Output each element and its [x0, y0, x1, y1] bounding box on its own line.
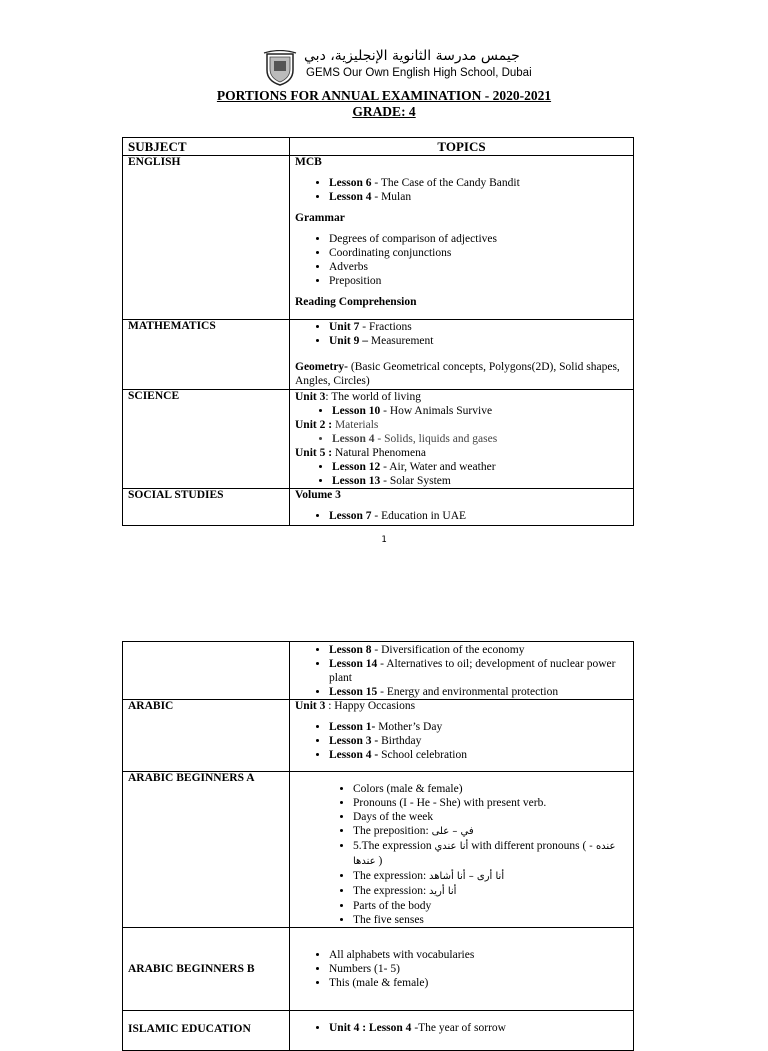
school-name-english: GEMS Our Own English High School, Dubai	[306, 67, 532, 79]
subject-science: SCIENCE	[123, 390, 290, 489]
portions-table-page-2	[122, 641, 634, 1051]
list	[295, 948, 628, 990]
geometry-line: Geometry- (Basic Geometrical concepts, Polygons(2D), Solid shapes, Angles, Circles)	[295, 361, 620, 387]
table-row	[123, 320, 634, 390]
unit-line: Unit 5 : Natural Phenomena	[295, 447, 426, 459]
list-item: • Adverbs	[329, 260, 628, 274]
list-item: • The expression: أنا أرى – أنا أشاهد	[353, 869, 628, 884]
table-row	[123, 1011, 634, 1051]
list-item: • Numbers (1- 5)	[329, 962, 628, 976]
list	[295, 460, 628, 488]
list-item: • Unit 7 - Fractions	[329, 320, 628, 334]
portions-table-page-1	[122, 137, 634, 526]
list-item: • Pronouns (I - He - She) with present verb.	[353, 796, 628, 810]
school-header	[0, 46, 768, 92]
list-item: • This (male & female)	[329, 976, 628, 990]
subject-arabic-beginners-b: ARABIC BEGINNERS B	[123, 928, 290, 1011]
table-row	[123, 642, 634, 700]
subject-social-studies: SOCIAL STUDIES	[123, 489, 290, 526]
list-item: • Lesson 8 - Diversification of the economy	[329, 643, 628, 657]
list-item: • Lesson 4 - Solids, liquids and gases	[332, 432, 628, 446]
list	[295, 232, 628, 288]
list-item: • Preposition	[329, 274, 628, 288]
subject-arabic-beginners-a: ARABIC BEGINNERS A	[123, 772, 290, 928]
table-row	[123, 390, 634, 489]
subject-header: SUBJECT	[123, 138, 290, 156]
subject-islamic-education: ISLAMIC EDUCATION	[123, 1011, 290, 1051]
list	[295, 404, 628, 418]
list-item: • Lesson 4 - Mulan	[329, 190, 628, 204]
list	[295, 320, 628, 348]
topics-arabic	[290, 700, 634, 772]
list-item: • Lesson 15 - Energy and environmental protection	[329, 685, 628, 699]
grade-title: GRADE: 4	[352, 104, 416, 119]
table-row	[123, 928, 634, 1011]
list-item: • Lesson 7 - Education in UAE	[329, 509, 628, 523]
list-item: • Lesson 4 - School celebration	[329, 748, 628, 762]
section-label: Reading Comprehension	[295, 296, 417, 308]
list-item: • Lesson 14 - Alternatives to oil; development of nuclear power plant	[329, 657, 628, 685]
list-item: • Coordinating conjunctions	[329, 246, 628, 260]
list	[295, 1021, 628, 1035]
list-item: • Degrees of comparison of adjectives	[329, 232, 628, 246]
unit-line: Unit 2 : Materials	[295, 419, 379, 431]
list-item: • Parts of the body	[353, 899, 628, 913]
list-item: • Lesson 1- Mother’s Day	[329, 720, 628, 734]
topics-header: TOPICS	[290, 138, 634, 156]
page-title	[0, 88, 768, 120]
unit-line: Unit 3: The world of living	[295, 391, 421, 403]
subject-english: ENGLISH	[123, 156, 290, 320]
list-item: • The five senses	[353, 913, 628, 927]
table-row	[123, 156, 634, 320]
list	[295, 643, 628, 699]
subject-mathematics: MATHEMATICS	[123, 320, 290, 390]
section-label: Grammar	[295, 212, 345, 224]
list-item: • Lesson 13 - Solar System	[332, 474, 628, 488]
list	[295, 176, 628, 204]
list-item: • 5.The expression أنا عندي with different pronouns ( عنده - عندها )	[353, 839, 628, 869]
topics-social-studies	[290, 489, 634, 526]
topics-arabic-beginners-b	[290, 928, 634, 1011]
table-row	[123, 772, 634, 928]
list-item: • All alphabets with vocabularies	[329, 948, 628, 962]
list-item: • Unit 9 – Measurement	[329, 334, 628, 348]
list	[295, 720, 628, 762]
subject-empty	[123, 642, 290, 700]
school-name-arabic: جيمس مدرسة الثانوية الإنجليزية، دبي	[304, 48, 520, 64]
topics-social-studies-cont	[290, 642, 634, 700]
list-item: • The expression: أنا أريد	[353, 884, 628, 899]
list-item: • Days of the week	[353, 810, 628, 824]
page-number: 1	[381, 535, 387, 545]
list	[295, 782, 628, 927]
section-label: MCB	[295, 156, 322, 168]
list-item: • Lesson 6 - The Case of the Candy Bandit	[329, 176, 628, 190]
unit-line: Unit 3 : Happy Occasions	[295, 700, 416, 712]
school-crest-icon	[263, 50, 297, 86]
topics-english	[290, 156, 634, 320]
subject-arabic: ARABIC	[123, 700, 290, 772]
list-item: • Lesson 10 - How Animals Survive	[332, 404, 628, 418]
list-item: • Colors (male & female)	[353, 782, 628, 796]
list-item: • The preposition: في – على	[353, 824, 628, 839]
list-item: • Lesson 3 - Birthday	[329, 734, 628, 748]
section-label: Volume 3	[295, 489, 341, 501]
list	[295, 509, 628, 523]
topics-mathematics	[290, 320, 634, 390]
table-row	[123, 489, 634, 526]
list-item: • Unit 4 : Lesson 4 -The year of sorrow	[329, 1021, 628, 1035]
topics-islamic-education	[290, 1011, 634, 1051]
table-row	[123, 700, 634, 772]
table-header-row	[123, 138, 634, 156]
topics-arabic-beginners-a	[290, 772, 634, 928]
exam-title: PORTIONS FOR ANNUAL EXAMINATION - 2020-2021	[216, 88, 552, 103]
list-item: • Lesson 12 - Air, Water and weather	[332, 460, 628, 474]
topics-science	[290, 390, 634, 489]
list	[295, 432, 628, 446]
